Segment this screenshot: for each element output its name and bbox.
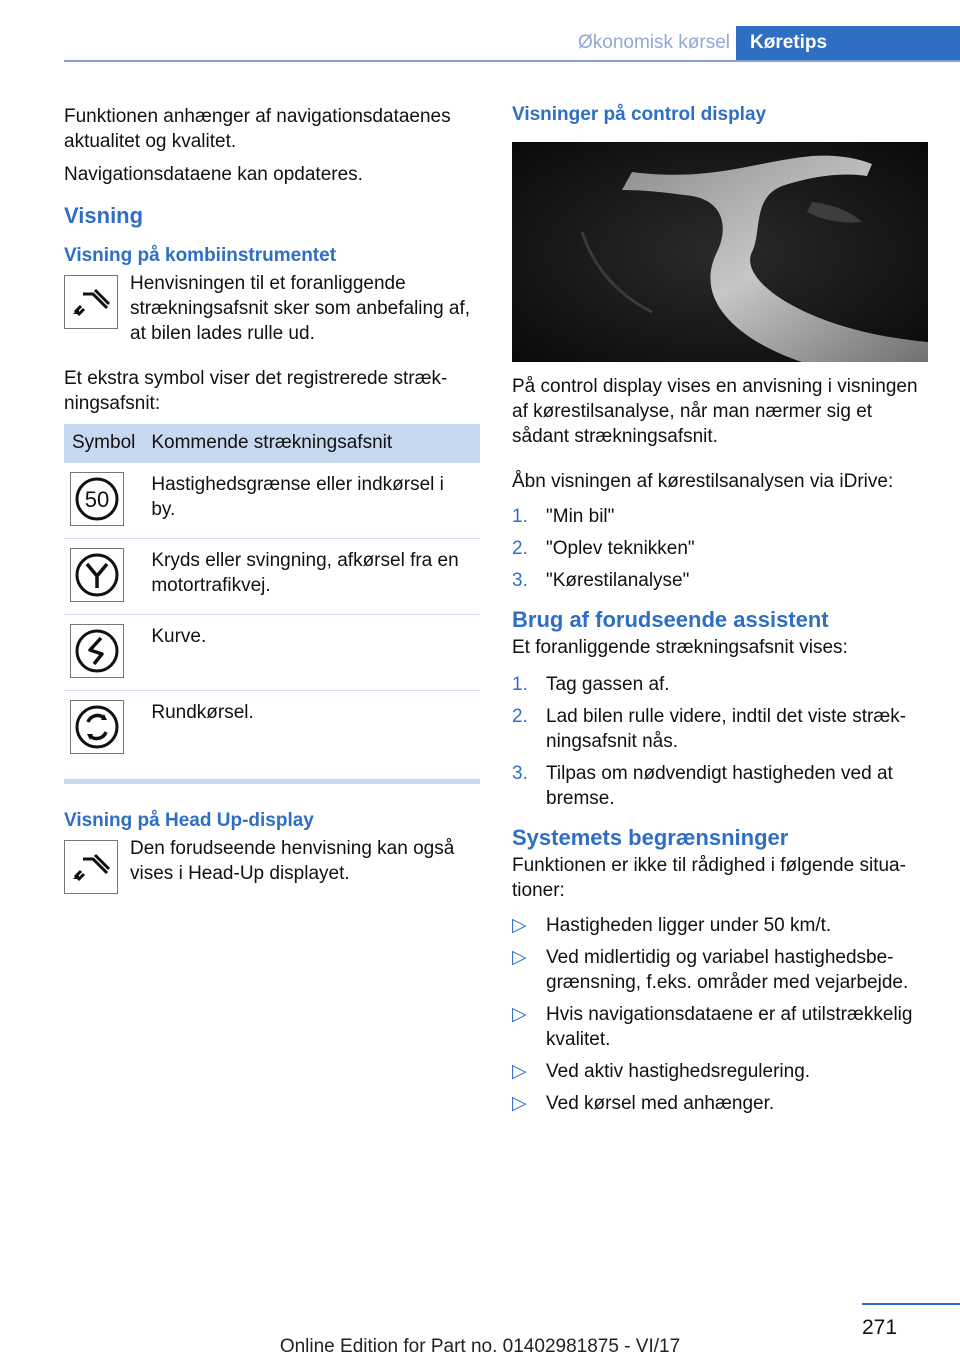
- table-cell: Kurve.: [143, 615, 480, 691]
- table-row: [64, 539, 480, 615]
- brug-text: Et foranliggende strækningsafsnit vises:: [512, 637, 848, 658]
- heading-begraensninger: Systemets begrænsninger: [512, 825, 789, 850]
- step-number: 1.: [512, 674, 528, 695]
- assist-steps: [512, 672, 928, 811]
- bullet-triangle-icon: ▷: [512, 947, 527, 968]
- list-item: [512, 672, 928, 697]
- step-number: 2.: [512, 706, 528, 727]
- list-item: [512, 1059, 928, 1084]
- kombi-note: [64, 271, 480, 346]
- heading-visning: Visning: [64, 203, 144, 228]
- open-view-text: Åbn visningen af kørestilsanalysen via iDrive:: [512, 471, 894, 492]
- curve-icon: [70, 624, 124, 678]
- control-display-text: På control display vises en anvisning i visningen af kørestilsanalyse, når man nærmer sig et sådant strækningsafsnit.: [512, 376, 918, 447]
- step-text: Tag gassen af.: [546, 674, 670, 695]
- list-item: [512, 568, 928, 593]
- begraensninger-text: Funktionen er ikke til rådighed i følgende situationer:: [512, 855, 906, 901]
- step-text: "Min bil": [546, 506, 615, 527]
- list-item: [512, 945, 928, 995]
- header-chapter-tab: Køretips: [736, 26, 960, 60]
- list-item: [512, 536, 928, 561]
- list-item: [512, 761, 928, 811]
- update-paragraph: Navigationsdataene kan opdateres.: [64, 164, 363, 185]
- heading-control-display: Visninger på control display: [512, 104, 767, 125]
- control-display-road-image: [512, 142, 928, 362]
- step-number: 1.: [512, 506, 528, 527]
- bullet-triangle-icon: ▷: [512, 915, 527, 936]
- kombi-text: Henvisningen til et foranliggende strækningsafsnit sker som anbefaling af, at bilen lades rulle ud.: [130, 273, 471, 344]
- step-text: Lad bilen rulle videre, indtil det viste strækningsafsnit nås.: [546, 706, 907, 752]
- table-row: [64, 615, 480, 691]
- list-item-text: Ved aktiv hastighedsregulering.: [546, 1061, 811, 1082]
- heading-brug: Brug af forudseende assistent: [512, 607, 829, 632]
- table-header-symbol: Symbol: [64, 424, 143, 463]
- limitations-list: [512, 913, 928, 1116]
- right-column: [512, 104, 928, 1116]
- footer-rule: [862, 1303, 960, 1305]
- coasting-hint-icon: [64, 275, 118, 329]
- header-rule: [64, 60, 960, 62]
- step-number: 3.: [512, 570, 528, 591]
- table-header-section: Kommende strækningsafsnit: [143, 424, 480, 463]
- intro-paragraph: Funktionen anhænger af navigationsdataenes aktualitet og kvalitet.: [64, 106, 451, 152]
- heading-kombiinstrument: Visning på kombiinstrumentet: [64, 245, 337, 266]
- bullet-triangle-icon: ▷: [512, 1061, 527, 1082]
- hud-note: [64, 836, 480, 894]
- step-text: Tilpas om nødvendigt hastigheden ved at bremse.: [546, 763, 893, 809]
- table-cell: Hastighedsgrænse eller indkørsel i by.: [143, 463, 480, 539]
- list-item-text: Ved kørsel med anhænger.: [546, 1093, 775, 1114]
- hud-text: Den forudseende henvisning kan også vises i Head-Up displayet.: [130, 837, 455, 884]
- speed-limit-50-icon: [70, 472, 124, 526]
- heading-head-up-display: Visning på Head Up-display: [64, 809, 314, 831]
- roundabout-icon: [70, 700, 124, 754]
- idrive-steps: [512, 504, 928, 593]
- list-item: [512, 913, 928, 938]
- page-number: 271: [862, 1316, 898, 1339]
- list-item: [512, 1002, 928, 1052]
- table-end-rule: [64, 779, 480, 784]
- list-item-text: Ved midlertidig og variabel hastighedsbegrænsning, f.eks. områder med vejarbejde.: [546, 947, 909, 993]
- step-text: "Kørestilanalyse": [546, 570, 690, 591]
- list-item-text: Hastigheden ligger under 50 km/t.: [546, 915, 832, 936]
- list-item: [512, 504, 928, 529]
- intersection-icon: [70, 548, 124, 602]
- left-column: [64, 104, 480, 894]
- bullet-triangle-icon: ▷: [512, 1093, 527, 1114]
- step-number: 3.: [512, 763, 528, 784]
- table-row: [64, 691, 480, 767]
- bullet-triangle-icon: ▷: [512, 1004, 527, 1025]
- extra-symbol-paragraph: Et ekstra symbol viser det registrerede strækningsafsnit:: [64, 368, 448, 414]
- list-item: [512, 704, 928, 754]
- step-number: 2.: [512, 538, 528, 559]
- table-cell: Rundkørsel.: [143, 691, 480, 767]
- list-item: [512, 1091, 928, 1116]
- edition-footer: Online Edition for Part no. 01402981875 - VI/17: [279, 1336, 681, 1357]
- list-item-text: Hvis navigationsdataene er af utilstrækkelig kvalitet.: [546, 1004, 913, 1050]
- coasting-hint-icon: [64, 840, 118, 894]
- table-cell: Kryds eller svingning, afkørsel fra en motortrafikvej.: [143, 539, 480, 615]
- step-text: "Oplev teknikken": [546, 538, 695, 559]
- svg-text:50: 50: [84, 487, 110, 512]
- header-section-title: Økonomisk kørsel: [577, 32, 730, 53]
- symbol-table: [64, 424, 480, 767]
- table-row: [64, 463, 480, 539]
